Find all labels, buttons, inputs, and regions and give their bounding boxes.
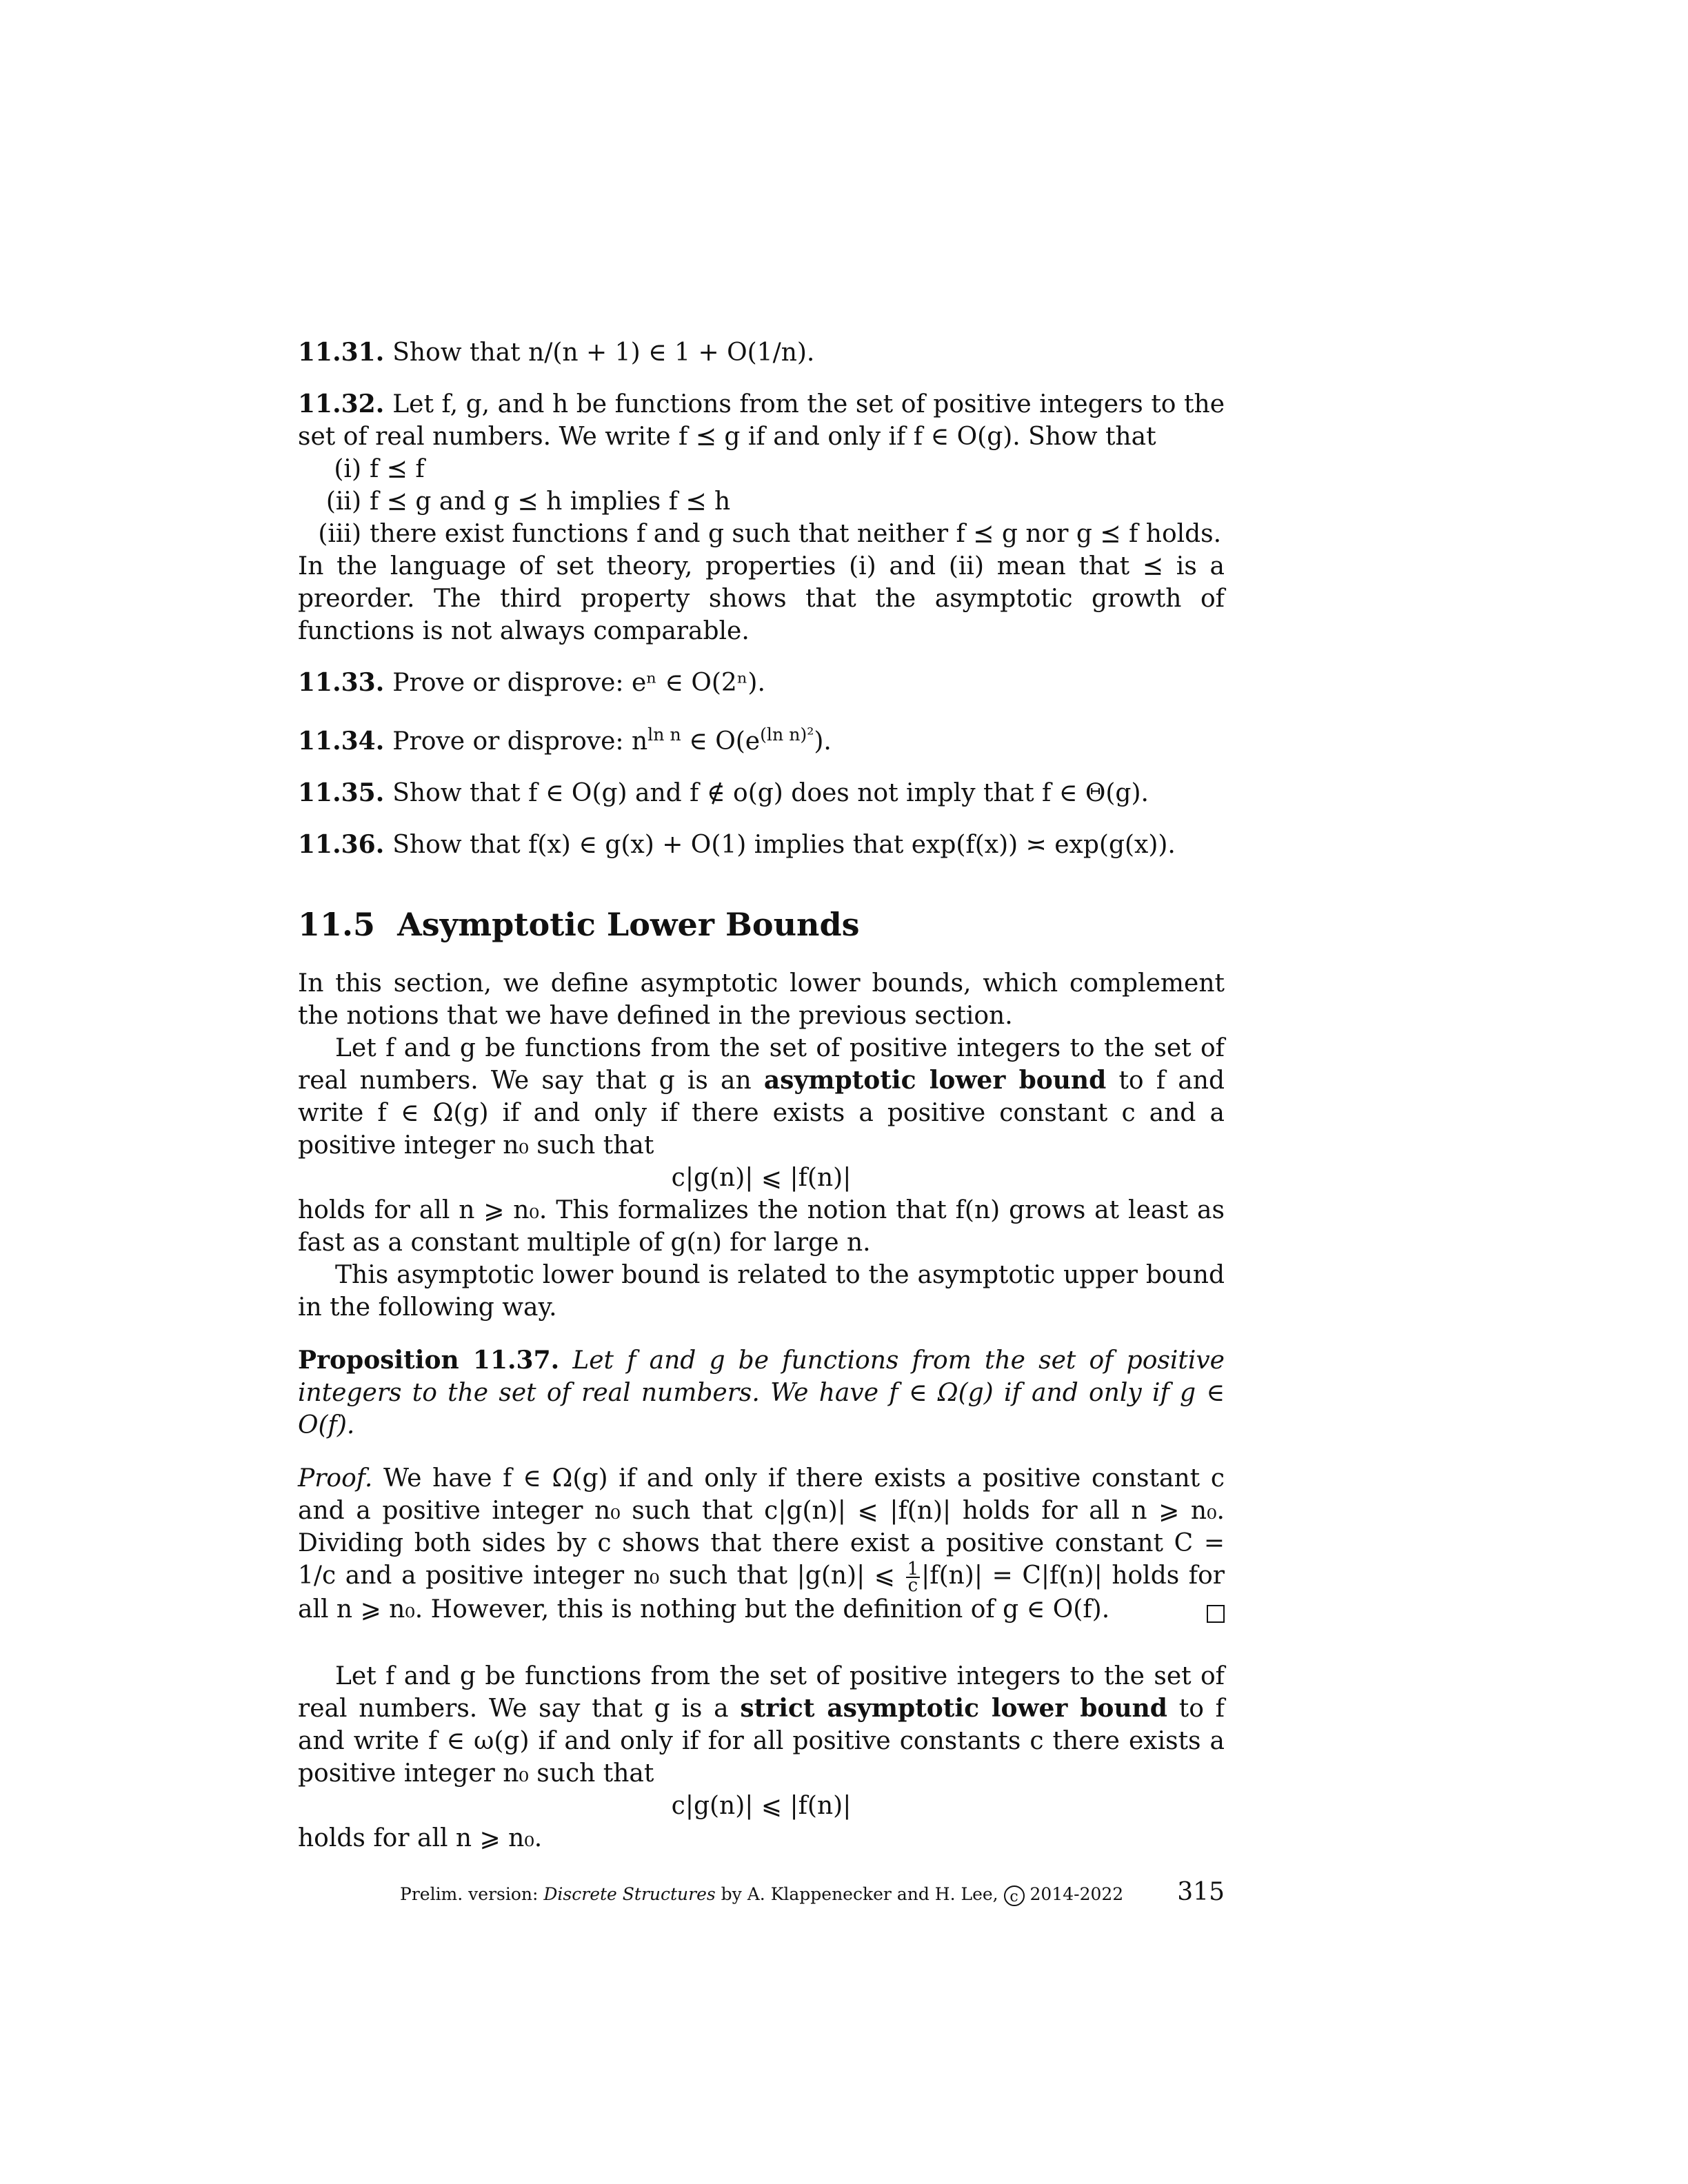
fraction xyxy=(906,1559,921,1596)
copyright-icon: c xyxy=(1004,1885,1025,1906)
exercise-11-33 xyxy=(298,667,1225,699)
list-item-text: f ⪯ g and g ⪯ h implies f ⪯ h xyxy=(370,487,731,516)
list-item-text: f ⪯ f xyxy=(370,455,425,483)
list-item xyxy=(298,453,1225,485)
exercise-number: 11.34. xyxy=(298,727,385,756)
footer-text: Prelim. version: xyxy=(400,1884,544,1904)
page-number: 315 xyxy=(1177,1878,1225,1906)
paragraph: This asymptotic lower bound is related to the asymptotic upper bound in the following way. xyxy=(298,1261,1225,1322)
qed-square-icon xyxy=(1207,1605,1225,1623)
paragraph-text: to f and write f ∈ Ω(g) if and only if there exists a positive constant c and a positive integer n₀ such that xyxy=(298,1066,1225,1160)
paragraph: holds for all n ⩾ n₀. xyxy=(298,1824,543,1852)
paragraph: In this section, we define asymptotic lower bounds, which complement the notions that we have defined in the previous section. xyxy=(298,969,1225,1030)
display-equation: c|g(n)| ⩽ |f(n)| xyxy=(671,1792,852,1820)
paragraph-text: Let f and g be functions from the set of positive integers to the set of real numbers. We say that g is an xyxy=(298,1034,1225,1095)
paragraph-text: Let f and g be functions from the set of positive integers to the set of real numbers. We say that g is a xyxy=(298,1662,1225,1723)
exercise-11-36 xyxy=(298,829,1225,861)
footer-years: 2014-2022 xyxy=(1024,1884,1124,1904)
fraction-numerator: 1 xyxy=(907,1559,919,1579)
exercise-11-34 xyxy=(298,718,1225,758)
fraction-denominator: c xyxy=(907,1575,918,1596)
proof-text: |f(n)| = C|f(n)| holds for all n ⩾ n₀. However, this is nothing but the definition of g ∈ O(f). xyxy=(298,1561,1225,1624)
exercise-text: Prove or disprove: eⁿ ∈ O(2ⁿ). xyxy=(392,669,765,697)
exercise-text: Show that f(x) ∈ g(x) + O(1) implies that exp(f(x)) ≍ exp(g(x)). xyxy=(392,831,1176,859)
exercise-text-mid: ∈ O(e xyxy=(681,727,761,756)
exercise-text-suffix: ). xyxy=(814,727,832,756)
list-item xyxy=(298,485,1225,518)
exponent: (ln n)² xyxy=(760,725,814,745)
exercise-number: 11.35. xyxy=(298,778,385,807)
exercise-11-32 xyxy=(298,388,1225,647)
exercise-outro: In the language of set theory, properties (i) and (ii) mean that ⪯ is a preorder. The third property shows that the asymptotic growth of functions is not always comparable. xyxy=(298,552,1225,645)
list-item-text: there exist functions f and g such that neither f ⪯ g nor g ⪯ f holds. xyxy=(370,520,1222,548)
exercise-intro xyxy=(298,388,1225,453)
exercise-item-list xyxy=(298,453,1225,550)
page-footer xyxy=(400,1878,1225,1906)
page-body xyxy=(298,336,1225,1854)
list-item-label: (iii) xyxy=(318,520,361,548)
proof-text: We have f ∈ Ω(g) if and only if there exists a positive constant c and a positive integer n₀ such that c|g(n)| ⩽ |f(n)| holds for all n ⩾ n₀. Dividing both sides by c shows that there exist a positive constant C = 1/c and a positive integer n₀ such that |g(n)| ⩽ xyxy=(298,1464,1225,1590)
display-equation: c|g(n)| ⩽ |f(n)| xyxy=(671,1164,852,1192)
term-strict-asymptotic-lower-bound: strict asymptotic lower bound xyxy=(740,1694,1167,1723)
footer-text: by A. Klappenecker and H. Lee, xyxy=(715,1884,1004,1904)
proof-label: Proof. xyxy=(298,1464,373,1493)
exercise-11-31 xyxy=(298,336,1225,369)
footer-credit xyxy=(400,1884,1123,1906)
section-number: 11.5 xyxy=(298,906,376,943)
exercise-number: 11.36. xyxy=(298,830,385,859)
section-heading xyxy=(298,905,1225,944)
exponent: ln n xyxy=(647,725,681,745)
exercise-number: 11.33. xyxy=(298,668,385,697)
paragraph: holds for all n ⩾ n₀. This formalizes the notion that f(n) grows at least as fast as a constant multiple of g(n) for large n. xyxy=(298,1196,1225,1257)
list-item-label: (i) xyxy=(334,455,361,483)
exercise-text: Show that n/(n + 1) ∈ 1 + O(1/n). xyxy=(392,338,815,367)
exercise-text: Show that f ∈ O(g) and f ∉ o(g) does not imply that f ∈ Θ(g). xyxy=(392,779,1149,807)
proposition-label: Proposition 11.37. xyxy=(298,1346,560,1375)
exercise-text: Let f, g, and h be functions from the set of positive integers to the set of real numbers. We write f ⪯ g if and only if f ∈ O(g). Show that xyxy=(298,390,1225,451)
section-title: Asymptotic Lower Bounds xyxy=(397,906,860,943)
paragraph-text: to f and write f ∈ ω(g) if and only if for all positive constants c there exists a positive integer n₀ such that xyxy=(298,1695,1225,1788)
term-asymptotic-lower-bound: asymptotic lower bound xyxy=(763,1066,1107,1095)
book-title: Discrete Structures xyxy=(543,1884,716,1904)
paragraph xyxy=(298,1660,1225,1790)
proposition xyxy=(298,1344,1225,1442)
proof xyxy=(298,1462,1225,1626)
list-item-label: (ii) xyxy=(325,487,361,516)
list-item xyxy=(298,518,1225,550)
exercise-text-prefix: Prove or disprove: n xyxy=(392,727,648,756)
paragraph xyxy=(298,1032,1225,1162)
exercise-number: 11.32. xyxy=(298,390,385,418)
proposition-text: Let f and g be functions from the set of positive integers to the set of real numbers. We have f ∈ Ω(g) if and only if g ∈ O(f). xyxy=(298,1346,1225,1439)
exercise-number: 11.31. xyxy=(298,338,385,367)
exercise-11-35 xyxy=(298,777,1225,809)
